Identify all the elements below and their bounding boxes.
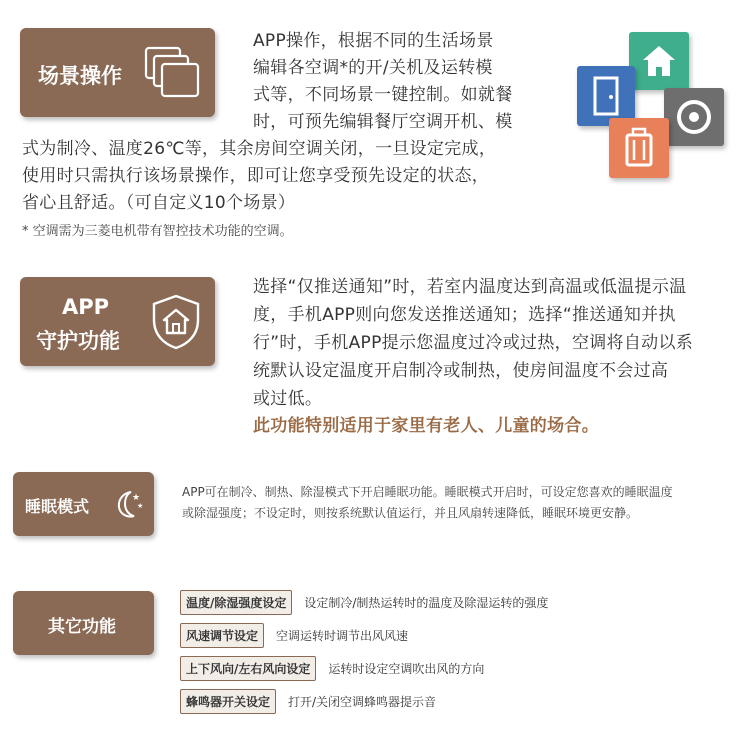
home-tile bbox=[629, 32, 689, 90]
other-functions-label: 其它功能 bbox=[48, 617, 116, 637]
feature-desc: 打开/关闭空调蜂鸣器提示音 bbox=[288, 694, 437, 709]
scene-footnote: * 空调需为三菱电机带有智控技术功能的空调。 bbox=[22, 224, 293, 239]
scene-line-6: 使用时只需执行该场景操作，即可让您享受预先设定的状态， bbox=[22, 166, 490, 186]
guard-line-3: 行”时，手机APP提示您温度过冷或过热，空调将自动以系 bbox=[253, 333, 694, 353]
moon-stars-icon bbox=[109, 486, 145, 522]
scene-line-1: APP操作，根据不同的生活场景 bbox=[253, 31, 494, 51]
luggage-icon bbox=[609, 118, 669, 178]
guard-line-2: 度，手机APP则向您发送推送通知；选择“推送通知并执 bbox=[253, 305, 676, 325]
feature-tag: 温度/除湿强度设定 bbox=[180, 590, 292, 615]
scene-operation-badge bbox=[20, 28, 215, 117]
feature-tag: 蜂鸣器开关设定 bbox=[180, 689, 276, 714]
copy-windows-icon bbox=[144, 44, 204, 102]
other-functions-badge bbox=[13, 591, 154, 655]
guard-line-1: 选择“仅推送通知”时，若室内温度达到高温或低温提示温 bbox=[253, 277, 687, 297]
door-icon bbox=[577, 66, 635, 126]
sleep-line-1: APP可在制冷、制热、除湿模式下开启睡眠功能。睡眠模式开启时，可设定您喜欢的睡眠温度 bbox=[182, 485, 673, 499]
speaker-icon bbox=[664, 88, 724, 146]
app-guard-label-line2: 守护功能 bbox=[36, 329, 120, 353]
feature-tag: 上下风向/左右风向设定 bbox=[180, 656, 316, 681]
sleep-mode-label: 睡眠模式 bbox=[25, 497, 90, 516]
guard-line-5: 或过低。 bbox=[253, 389, 323, 409]
home-icon bbox=[629, 32, 689, 90]
scene-operation-label: 场景操作 bbox=[38, 64, 122, 88]
sleep-line-2: 或除湿强度；不设定时，则按系统默认值运行，并且风扇转速降低，睡眠环境更安静。 bbox=[182, 506, 639, 520]
feature-buzzer bbox=[180, 689, 436, 713]
luggage-tile bbox=[609, 118, 669, 178]
svg-text:★: ★ bbox=[132, 493, 141, 503]
sleep-mode-badge bbox=[13, 472, 154, 536]
scene-line-2: 编辑各空调*的开/关机及运转模 bbox=[253, 58, 493, 78]
scene-line-5: 式为制冷、温度26℃等，其余房间空调关闭，一旦设定完成， bbox=[22, 139, 497, 159]
door-tile bbox=[577, 66, 635, 126]
feature-desc: 空调运转时调节出风风速 bbox=[276, 628, 409, 643]
feature-temperature bbox=[180, 590, 548, 614]
feature-air-direction bbox=[180, 656, 484, 680]
guard-highlight: 此功能特别适用于家里有老人、儿童的场合。 bbox=[253, 416, 599, 436]
scene-line-4: 时，可预先编辑餐厅空调开机、模 bbox=[253, 112, 513, 132]
guard-line-4: 统默认设定温度开启制冷或制热，使房间温度不会过高 bbox=[253, 361, 669, 381]
app-guard-label-line1: APP bbox=[62, 295, 110, 319]
feature-fan-speed bbox=[180, 623, 408, 647]
home-shield-icon bbox=[148, 293, 204, 351]
app-guard-badge bbox=[20, 277, 215, 366]
scene-line-3: 式等，不同场景一键控制。如就餐 bbox=[253, 85, 513, 105]
feature-desc: 运转时设定空调吹出风的方向 bbox=[328, 661, 485, 676]
speaker-tile bbox=[664, 88, 724, 146]
feature-desc: 设定制冷/制热运转时的温度及除湿运转的强度 bbox=[304, 595, 549, 610]
feature-tag: 风速调节设定 bbox=[180, 623, 264, 648]
scene-line-7: 省心且舒适。（可自定义10个场景） bbox=[22, 193, 296, 213]
svg-text:★: ★ bbox=[137, 502, 144, 510]
